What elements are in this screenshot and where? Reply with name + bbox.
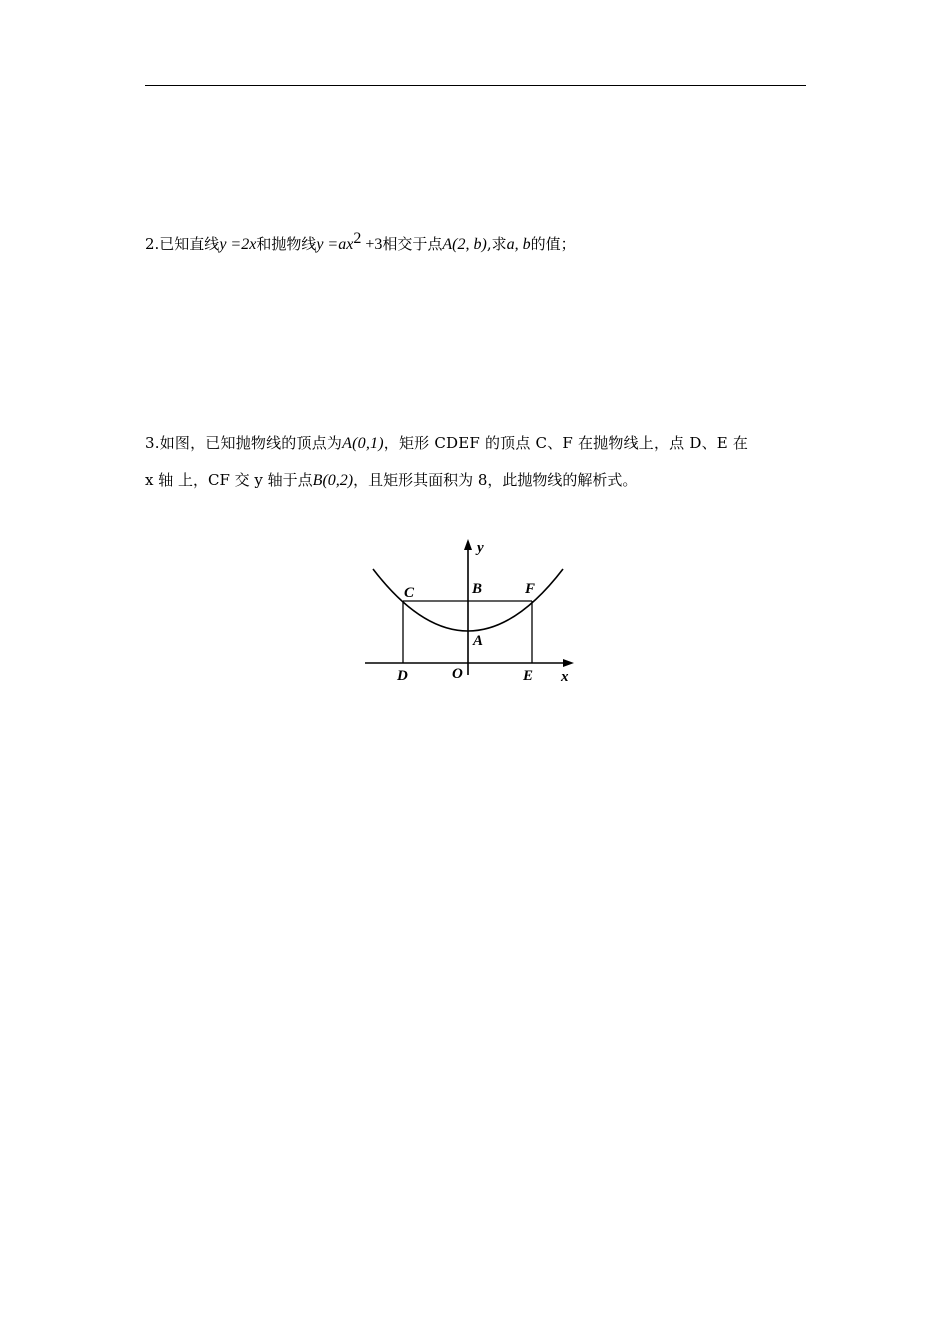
- q2-parabola-rhs: +3: [361, 236, 383, 253]
- q3-vertex: A(0,1): [342, 435, 384, 452]
- label-e: E: [523, 668, 534, 684]
- q2-prefix: 2.已知直线: [145, 235, 220, 253]
- q3-line2-suffix: ，且矩形其面积为 8，此抛物线的解析式。: [353, 471, 638, 489]
- q3-point-b: B(0,2): [312, 472, 354, 489]
- label-y: y: [477, 540, 484, 556]
- q2-parabola-exponent: 2: [353, 230, 362, 247]
- label-b: B: [472, 581, 483, 597]
- label-f: F: [525, 581, 536, 597]
- label-x: x: [561, 669, 569, 685]
- q2-vars: a, b: [506, 236, 531, 253]
- question-3-line-2: [145, 470, 637, 491]
- q2-suffix: 的值；: [530, 235, 576, 253]
- question-2: [145, 229, 576, 255]
- question-3-line-1: [145, 433, 748, 454]
- header-rule: [145, 85, 806, 86]
- label-o: O: [452, 666, 463, 682]
- q2-point-a: A(2, b): [442, 236, 487, 253]
- label-c: C: [404, 585, 415, 601]
- x-axis-arrow: [563, 659, 574, 667]
- q2-mid: 和抛物线: [256, 235, 317, 253]
- parabola-rectangle-figure: [360, 535, 582, 687]
- q2-mid2: 相交于点: [382, 235, 443, 253]
- q2-parabola-lhs: y =ax: [316, 236, 354, 253]
- q3-line1-suffix: ，矩形 CDEF 的顶点 C、F 在抛物线上，点 D、E 在: [383, 434, 749, 452]
- q3-line1-prefix: 3.如图，已知抛物线的顶点为: [145, 434, 343, 452]
- y-axis-arrow: [464, 539, 472, 550]
- q2-mid3: ,求: [486, 235, 507, 253]
- q3-line2-prefix: x 轴 上，CF 交 y 轴于点: [145, 471, 313, 489]
- q2-line-equation: y =2x: [219, 236, 257, 253]
- label-a: A: [473, 633, 484, 649]
- label-d: D: [397, 668, 408, 684]
